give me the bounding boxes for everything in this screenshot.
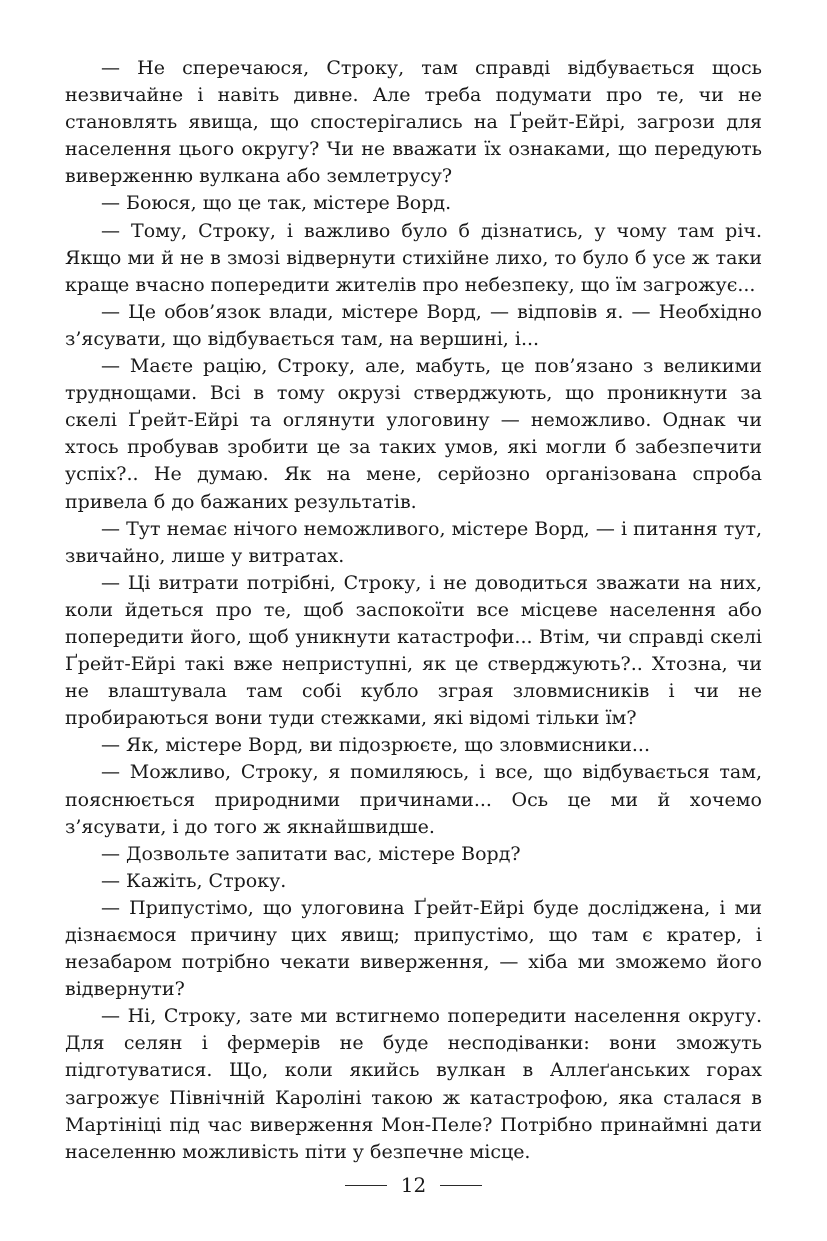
paragraph: — Дозвольте запитати вас, містере Ворд? [101,842,521,865]
paragraph: — Боюся, що це так, містере Ворд. [101,192,452,215]
paragraph: — Ні, Строку, зате ми встигнемо попередити населення округу. Для селян і фермерів не буде несподіванки: вони зможуть підготуватися. Що, коли якийсь вулкан в Аллеґанських горах загрожує Північній Кароліні такою ж катастрофою, яка сталася в Мартініці під час виверження Мон-Пеле? Потрібно принаймні дати населенню можливість піти у безпечне місце. [65,1005,762,1163]
paragraph: — Можливо, Строку, я помиляюсь, і все, що відбувається там, пояснюється природними причинами... Ось це ми й хочемо з’ясувати, і до того ж якнайшвидше. [65,761,762,838]
paragraph: — Кажіть, Строку. [101,869,287,892]
page-footer [0,1170,827,1200]
paragraph: — Ці витрати потрібні, Строку, і не доводиться зважати на них, коли йдеться про те, щоб заспокоїти все місцеве населення або попередити його, щоб уникнути катастрофи... Втім, чи справді скелі Ґрейт-Ейрі такі вже неприступні, як це стверджують?.. Хтозна, чи не влаштувала там собі кубло зграя зловмисників і чи не пробираються вони туди стежками, які відомі тільки їм? [65,571,762,730]
paragraph: — Це обов’язок влади, містере Ворд, — відповів я. — Необхідно з’ясувати, що відбувається там, на вершині, і... [65,300,762,350]
paragraph: — Тому, Строку, і важливо було б дізнатись, у чому там річ. Якщо ми й не в змозі відвернути стихійне лихо, то було б усе ж таки краще вчасно попередити жителів про небезпеку, що їм загрожує... [65,219,762,296]
paragraph: — Тут немає нічого неможливого, містере Ворд, — і питання тут, звичайно, лише у витратах. [65,517,762,567]
page-number: 12 [400,1173,427,1197]
footer-rule-right [440,1185,482,1186]
footer-rule-left [345,1185,387,1186]
paragraph: — Не сперечаюся, Строку, там справді відбувається щось незвичайне і навіть дивне. Але треба подумати про те, чи не становлять явища, що спостерігались на Ґрейт-Ейрі, загрози для населення цього округу? Чи не вважати їх ознаками, що передують виверженню вулкана або землетрусу? [65,57,762,188]
page-text [65,55,762,1166]
paragraph: — Як, містере Ворд, ви підозрюєте, що зловмисники... [101,734,650,757]
paragraph: — Припустімо, що улоговина Ґрейт-Ейрі буде досліджена, і ми дізнаємося причину цих явищ; припустімо, що там є кратер, і незабаром потрібно чекати виверження, — хіба ми зможемо його відвернути? [65,896,762,1001]
paragraph: — Маєте рацію, Строку, але, мабуть, це пов’язано з великими труднощами. Всі в тому окрузі стверджують, що проникнути за скелі Ґрейт-Ейрі та оглянути улоговину — неможливо. Однак чи хтось пробував зробити це за таких умов, які могли б забезпечити успіх?.. Не думаю. Як на мене, серйозно організована спроба привела б до бажаних результатів. [65,355,762,513]
